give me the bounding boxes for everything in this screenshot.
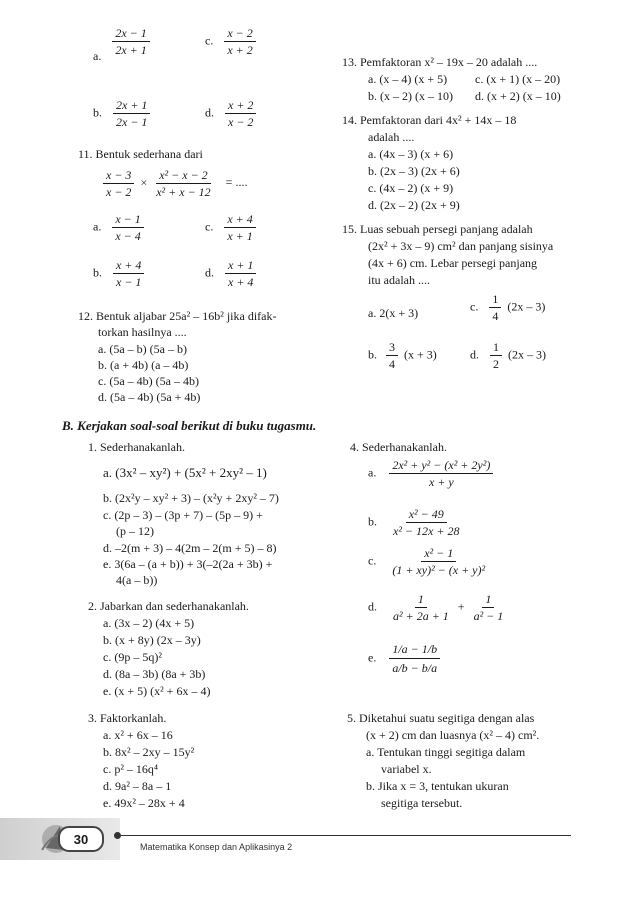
b4-a: a. $\frac{\text{2x² + y² − (x² + 2y²)}}{x + y}$ [368, 458, 496, 489]
b5-b-line2: segitiga tersebut. [381, 796, 463, 810]
q14-option-c: c. (4x – 2) (x + 9) [368, 181, 454, 195]
q14-option-d: d. (2x – 2) (2x + 9) [368, 198, 460, 212]
b4-d: d. $\frac{1}{\text{a² + 2a + 1}}$ + $\frac{1}{\text{a² − 1}}$ [368, 592, 504, 623]
q12-line1: 12. Bentuk aljabar 25a² – 16b² jika difak- [78, 309, 277, 323]
b1-b: b. (2x²y – xy² + 3) – (x²y + 2xy² – 7) [103, 491, 279, 505]
q12-line2: torkan hasilnya .... [98, 325, 187, 339]
b2-item-a: a. (3x – 2) (4x + 5) [103, 616, 195, 630]
b5-b-line1: b. Jika x = 3, tentukan ukuran [366, 779, 509, 793]
q15-option-d: d. $\frac{1}{2}$ (2x – 3) [470, 340, 546, 371]
footer-bullet [114, 832, 121, 839]
b4-b: b. $\frac{\text{x² − 49}}{\text{x² − 12x + 28}}$ [368, 507, 460, 538]
q13-option-b: b. (x – 2) (x – 10) [368, 89, 453, 103]
q10-a-fraction: $\frac{2x - 1}{2x + 1}$ [112, 26, 149, 57]
q15-line4: itu adalah .... [368, 273, 430, 287]
b1-c1: c. (2p – 3) – (3p + 7) – (5p – 9) + [103, 508, 263, 522]
q14-line2: adalah .... [368, 130, 415, 144]
b2-item-d: d. (8a – 3b) (8a + 3b) [103, 667, 206, 681]
q14-option-b: b. (2x – 3) (2x + 6) [368, 164, 460, 178]
q15-line2: (2x² + 3x – 9) cm² dan panjang sisinya [368, 239, 554, 253]
b1-title: 1. Sederhanakanlah. [88, 440, 185, 454]
b2-item-b: b. (x + 8y) (2x – 3y) [103, 633, 201, 647]
q10-c-label: c. [205, 33, 214, 48]
b1-e2: 4(a – b)) [116, 573, 158, 587]
b3-item-b: b. 8x² – 2xy – 15y² [103, 745, 195, 759]
b4-e: e. $\frac{1/a - 1/b}{a/b - b/a}$ [368, 640, 443, 677]
b1-d: d. –2(m + 3) – 4(2m – 2(m + 5) – 8) [103, 541, 277, 555]
q13-option-a: a. (x – 4) (x + 5) [368, 72, 448, 86]
b5-line2: (x + 2) cm dan luasnya (x² – 4) cm². [366, 728, 540, 742]
q10-d-label: d. [205, 105, 214, 120]
q10-a-label: a. [93, 49, 102, 64]
b2-item-e: e. (x + 5) (x² + 6x – 4) [103, 684, 211, 698]
q10-b-label: b. [93, 105, 102, 120]
b3-title: 3. Faktorkanlah. [88, 711, 167, 725]
q15-line1: 15. Luas sebuah persegi panjang adalah [342, 222, 533, 236]
b2-item-c: c. (9p – 5q)² [103, 650, 162, 664]
q12-option-d: d. (5a – 4b) (5a + 4b) [98, 390, 201, 404]
footer-book-title: Matematika Konsep dan Aplikasinya 2 [140, 842, 293, 852]
page-number-badge [58, 826, 104, 852]
q13-option-c: c. (x + 1) (x – 20) [475, 72, 561, 86]
b4-title: 4. Sederhanakanlah. [350, 440, 447, 454]
q12-option-b: b. (a + 4b) (a – 4b) [98, 358, 189, 372]
q10-c-fraction: $\frac{x - 2}{x + 2}$ [224, 26, 255, 57]
b1-c2: (p – 12) [116, 524, 154, 538]
b3-item-e: e. 49x² – 28x + 4 [103, 796, 185, 810]
b3-item-a: a. x² + 6x – 16 [103, 728, 173, 742]
q13-title: 13. Pemfaktoran x² – 19x – 20 adalah .... [342, 55, 538, 69]
q15-line3: (4x + 6) cm. Lebar persegi panjang [368, 256, 538, 270]
b2-title: 2. Jabarkan dan sederhanakanlah. [88, 599, 249, 613]
q12-option-c: c. (5a – 4b) (5a – 4b) [98, 374, 199, 388]
q11-title: 11. Bentuk sederhana dari [78, 147, 203, 161]
b1-a: a. (3x² – xy²) + (5x² + 2xy² – 1) [103, 465, 267, 480]
q15-option-b: b. $\frac{3}{4}$ (x + 3) [368, 340, 437, 371]
q10-b-fraction: $\frac{2x + 1}{2x - 1}$ [113, 98, 150, 129]
q10-d-fraction: $\frac{x + 2}{x - 2}$ [225, 98, 256, 129]
q15-option-c: c. $\frac{1}{4}$ (2x – 3) [470, 292, 546, 323]
b4-c: c. $\frac{\text{x² − 1}}{\text{(1 + xy)² − (x + y)²}}$ [368, 546, 486, 577]
section-b-heading: B. Kerjakan soal-soal berikut di buku tugasmu. [62, 418, 317, 433]
b5-line1: 5. Diketahui suatu segitiga dengan alas [347, 711, 535, 725]
footer-rule [121, 835, 571, 836]
q15-option-a: a. 2(x + 3) [368, 306, 419, 320]
q13-option-d: d. (x + 2) (x – 10) [475, 89, 561, 103]
b5-a-line1: a. Tentukan tinggi segitiga dalam [366, 745, 526, 759]
q14-line1: 14. Pemfaktoran dari 4x² + 14x – 18 [342, 113, 517, 127]
q14-option-a: a. (4x – 3) (x + 6) [368, 147, 454, 161]
q12-option-a: a. (5a – b) (5a – b) [98, 342, 187, 356]
b5-a-line2: variabel x. [381, 762, 432, 776]
b3-item-c: c. p² – 16q⁴ [103, 762, 159, 776]
page-number: 30 [73, 831, 89, 847]
q11-expression: $\frac{x - 3}{x - 2}$ × $\frac{\text{x² − x − 2}}{\text{x² + x − 12}}$ = .... [100, 168, 247, 199]
b3-item-d: d. 9a² – 8a – 1 [103, 779, 172, 793]
b1-e1: e. 3(6a – (a + b)) + 3(–2(2a + 3b) + [103, 557, 273, 571]
